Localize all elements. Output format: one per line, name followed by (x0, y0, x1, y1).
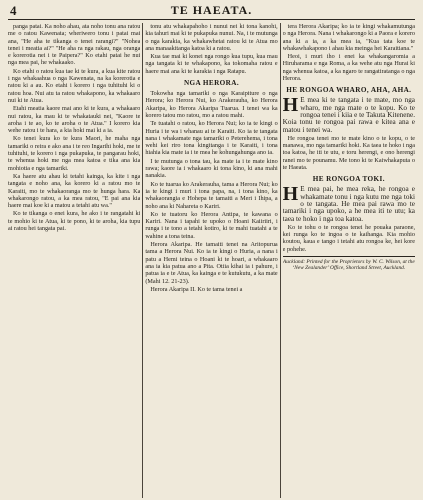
article-columns (8, 23, 415, 498)
advert-body: E mea pai, he mea reka, he rongoa e whakamate tonu i nga kutu me nga toki o te tangata. He mea pai rawa mo te tamariki i nga upoko, a he mea iti te utu; ka taea te hoko i nga toa katoa. (282, 185, 415, 223)
column-1 (8, 23, 140, 498)
paragraph: I te mutunga o tona tau, ka mate ia i te mate kino rawa; kaore ia i whakaaro ki tona kino, ki ana mahi nanakia. (145, 157, 278, 180)
paragraph: Ko etahi o ratou kua tae ki te kura, a kua kite ratou i nga whakaahua o nga Kawenata, na ka korerotia e ratou ki a au. Ko etahi i korero i nga tuhituhi ki o ratou hoa. Nui atu ta ratou whakapono, ka whakaaro nui ki te Atua. (8, 67, 141, 104)
masthead-title: TE HAEATA. (170, 3, 253, 17)
column-2 (145, 23, 277, 498)
paragraph: Te tuatahi o ratou, ko Herora Nui; ko ia te kingi o Huria i te wa i whanau ai te Karaiti. Ko ia te tangata nana i whakamate nga tamariki o Peterehema, i tona wehi kei riro tona kingitanga i te Karaiti, i tona hiahia kia mate ia i te mea he kohungahunga ano ia. (145, 120, 278, 157)
paragraph: Ko te tuarua ko Arakerauha, tama a Herora Nui; ko ia te kingi i muri i tona papa, na, i tona kino, ka whakaorangia e Hohepa te tamaiti a Meri i Ihipa, a noho ana ki Nahareta o Kariri. (145, 180, 278, 210)
column-divider (142, 23, 143, 498)
paragraph: Herora Akaripa II. Ko te tama tenei a (150, 285, 243, 293)
drop-cap: H (282, 183, 299, 206)
advert-heading: HE RONGOA WHARO, AHA, AHA. (286, 86, 412, 95)
paragraph: Heoi, i muri iho i enei ka whakangaromia a Hiruharama e nga Roma, a ka wehe atu nga Hurai ki nga whenua katoa, a ka ngaro te rangatiratanga o nga Herora. (282, 53, 415, 83)
paragraph: tonu atu whakapahoho i nunui nei ki tona kanohi, kia tahuri mai ki te pukapuka nunui. Na, i te mutunga o nga karakia, ka whakawhetai ratou ki te Atua mo ana manaakitanga katoa ki a ratou. (145, 23, 278, 52)
page-header (8, 3, 415, 20)
section-heading: NGA HERORA. (183, 79, 240, 88)
paragraph: Ko tenei kura ko te kura Maori, he maha nga tamariki o reira e ako ana i te reo Ingarihi hoki, me te tuhituhi, te korero i nga pukapuka, te pangarau hoki, te whenua hoki me nga mea katoa e tika ana kia mohiotia e nga tamariki. (8, 135, 141, 172)
paragraph: Ko te tikanga o enei kura, he ako i te rangatahi ki te mohio ki te Atua, ki te pono, ki te aroha, kia tupu ai ratou hei tangata pai. (8, 210, 141, 233)
paragraph: Tokowha nga tamariki o nga Karaipiture o nga Herora; ko Herora Nui, ko Arakerauha, ko Herora Akaripa, ko Herora Akaripa Tuarua. I tenei wa ka korero tatou mo ratou, mo a ratou mahi. (145, 90, 278, 119)
printer-imprint: Auckland: Printed for the Proprietors by W. C. Wilson, at the ‘New Zealander’ Office, Shortland Street, Auckland. (282, 259, 415, 272)
paragraph: Ko te tohu o te rongoa tenei he pouaka paraone, kei runga ko te ingoa o te kaihanga. Kia mohio koutou, kaua e tango i tetahi atu rongoa ke, hei kore e pohehe. (282, 223, 415, 253)
paragraph: Kua tae mai ki konei nga rongo kua tupu, kua mau nga tangata ki te whakapono, ka tokomaha ratou e haere mai ana ki te karakia i nga Ratapu. (145, 53, 278, 75)
column-divider (280, 23, 281, 498)
paragraph: Ko te tuatoru ko Herora Antipa, te kawana o Kariri. Nana i tapahi te upoko o Hoani Kaiiriiri, i runga i te tono a tetahi kotiro, ki te mahi tuatahi a te wahine a tona teina. (145, 210, 278, 240)
paragraph: panga patai. Ka noho ahau, ata noho tonu ana ratou me o ratou Kawenata; wheriwero tonu i patai mai ana, "He aha te tikanga o tenei rarangi?" "Nohea tenei i meatia ai?" "He aha ra nga rakau, nga oranga e korerotia nei i te Paipera?" Ko etahi patai he nui nga mea pai, he whakaako. (8, 23, 141, 67)
paragraph: Herora Akaripa. He tamaiti tenei na Aritopurua tama a Herora Nui. Ko ia te kingi o Huria, a nana i patu a Hemi teina o Hoani ki te hoari, a whakaaro ana ia kia patua ano a Pita. Otiia kihai ia i pahure, i patua ia e te Atua, ka kainga e te kutukutu, a ka mate (Mahi 12. 21-23). (145, 241, 278, 285)
advert-text (282, 94, 415, 134)
advert-text (282, 183, 415, 223)
column-3 (283, 23, 415, 498)
imprint-divider (283, 256, 415, 257)
paragraph: tera Herora Akaripa; ko ia te kingi whakamutunga o nga Herora. Nana i whakarongo ki a Paora e korero ana ki a ia, a ka mea ia, "Kua tata koe te whakawhakapono i ahau kia meinga hei Karaitiana." (282, 23, 415, 52)
paragraph: He rongoa tenei mo te mate kino o te kopu, o te manawa, mo nga tamariki hoki. Ka taea te hoko i nga toa katoa, he iti te utu, e toru herengi, e ono herengi ranei mo te pounamu. Me tono ki te Kaiwhakaputa o te Haeata. (282, 134, 415, 172)
page-number: 4 (10, 3, 17, 18)
paragraph: Etahi meatia kaore mai ano ki te kura, a whakaaro nui ratou, ka mau ki te whakatauki nei, "Kaore te aroha i te ao, ko te aroha o te Atua." I korero kia wehe ratou i te hara, a kia hoki mai ki a ia. (8, 105, 141, 135)
advert-heading: HE RONGOA TOKI. (312, 175, 385, 184)
advert-body: E mea ki te tangata i te mate, mo nga wharo, me nga mate o te kopu. Ko te rongoa tenei i kiia e te Takuta Kitenene. Koia tonu te rongoa pai rawa e kitea ana e matou i tenei wa. (282, 96, 415, 134)
paragraph: Ka haere atu ahau ki tetahi kainga, ka kite i nga tangata e noho ana, ka korero ki a ratou mo te Karaiti, mo te whakaoranga mo te hunga hara. Ka whakarongo ratou, a ka mea ratou, "E pai ana kia haere mai koe ki a matou a tetahi atu wa." (8, 172, 141, 210)
drop-cap: H (282, 94, 299, 117)
